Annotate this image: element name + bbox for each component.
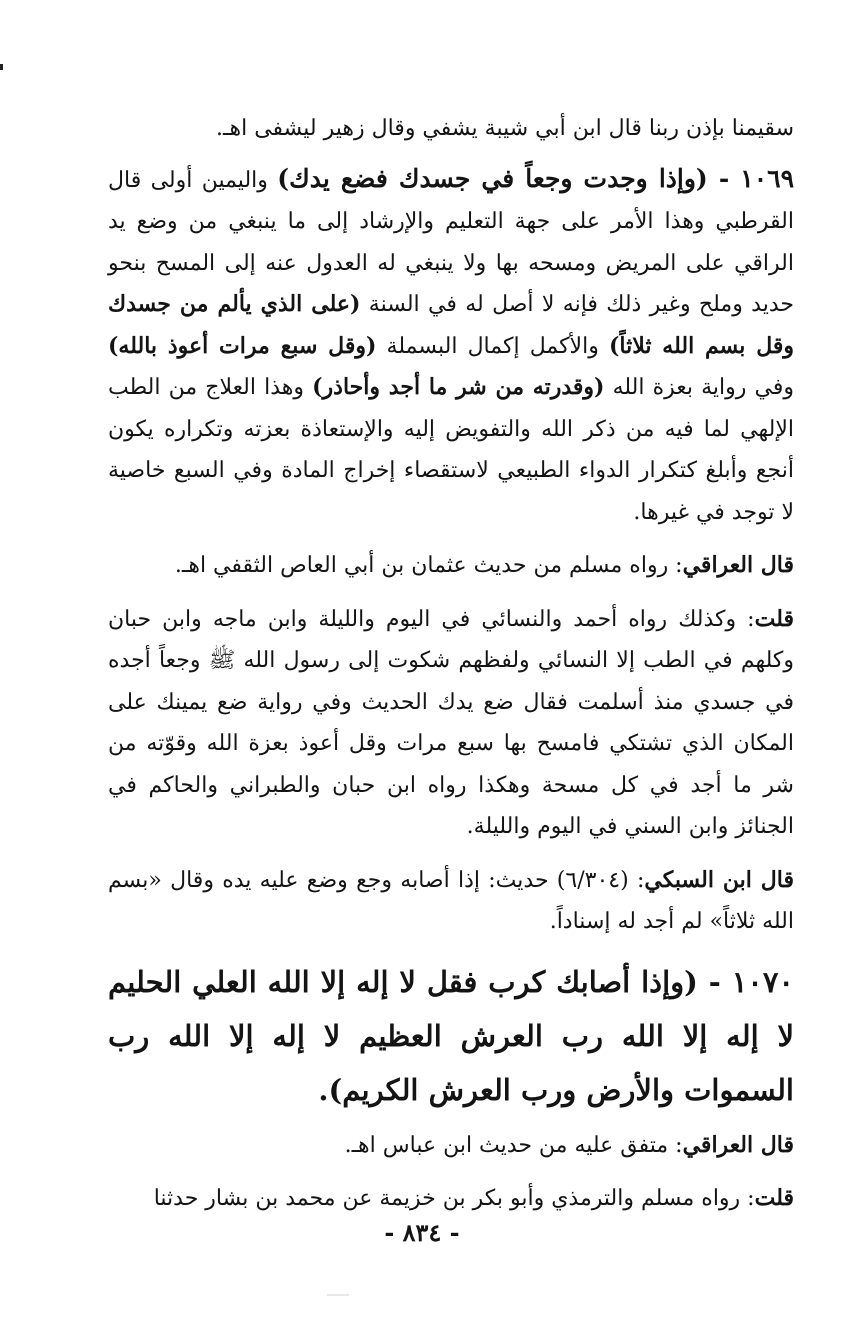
paragraph-subki	[108, 860, 794, 943]
page-number: - ٨٣٤ -	[384, 1218, 460, 1247]
speaker-label: قلت	[754, 605, 794, 632]
faint-scan-mark	[327, 1294, 349, 1296]
commentary-text-d: وهذا العلاج من الطب الإلهي لما فيه من ذكر الله والتفويض إليه والإستعاذة بعزته وتكراره يكون أنجع وأبلغ كتكرار الدواء الطبيعي لاستقصاء إخراج المادة وفي السبع خاصية لا توجد في غيرها.	[108, 375, 794, 525]
speaker-label: قال العراقي	[682, 552, 794, 578]
continuation-text: سقيمنا بإذن ربنا قال ابن أبي شيبة يشفي وقال زهير ليشفى اهـ.	[216, 116, 794, 141]
commentary-text-c: وفي رواية بعزة الله	[604, 375, 794, 400]
paragraph-qultu-1	[108, 599, 794, 848]
hadith-text-b: (على الذي يألم من جسدك وقل بسم الله ثلاثاً)	[108, 291, 795, 359]
paragraph-iraqi-1	[108, 545, 794, 587]
paragraph-text: : وكذلك رواه أحمد والنسائي في اليوم والليلة وابن ماجه وابن حبان وكلهم في الطب إلا النسائي ولفظهم شكوت إلى رسول الله ﷺ وجعاً أجده في جسدي منذ أسلمت فقال ضع يدك الحديث وفي رواية ضع يمينك على المكان الذي تشتكي فامسح بها سبع مرات وقل أعوذ بعزة الله وقوّته من شر ما أجد في كل مسحة وهكذا رواه ابن حبان والطبراني والحاكم في الجنائز وابن السني في اليوم والليلة.	[108, 606, 794, 839]
paragraph-1069	[108, 158, 794, 534]
document-body	[108, 108, 794, 1232]
commentary-text-a: واليمين أولى قال القرطبي وهذا الأمر على جهة التعليم والإرشاد إلى ما ينبغي من وضع يد الراقي على المريض ومسحه بها ولا ينبغي له العدول عنه إلى المسح بنحو حديد وملح وغير ذلك فإنه لا أصل له في السنة	[108, 167, 794, 317]
commentary-text-b: والأكمل إكمال البسملة	[376, 333, 609, 359]
paragraph-qultu-2	[108, 1178, 794, 1220]
hadith-text-c: (وقل سبع مرات أعوذ بالله)	[108, 332, 377, 359]
paragraph-text: : رواه مسلم من حديث عثمان بن أبي العاص الثقفي اهـ.	[174, 553, 683, 578]
hadith-text-d: (وقدرته من شر ما أجد وأحاذر)	[312, 374, 605, 400]
speaker-label: قال ابن السبكي	[644, 866, 794, 893]
hadith-text-1069: (وإذا وجدت وجعاً في جسدك فضع يدك)	[277, 163, 708, 193]
paragraph-iraqi-2	[108, 1125, 794, 1167]
speaker-label: قلت	[754, 1185, 794, 1211]
entry-number-1069: ١٠٦٩ -	[707, 163, 794, 193]
paragraph-continuation	[108, 108, 794, 150]
speaker-label: قال العراقي	[682, 1131, 794, 1158]
hadith-text-1070: ١٠٧٠ - (وإذا أصابك كرب فقل لا إله إلا الله العلي الحليم لا إله إلا الله رب العرش العظيم لا إله إلا الله رب السموات والأرض ورب العرش الكريم).	[108, 964, 794, 1107]
paragraph-text: : متفق عليه من حديث ابن عباس اهـ.	[344, 1132, 683, 1158]
page-edge-mark	[0, 64, 3, 70]
paragraph-text: : (٦/٣٠٤) حديث: إذا أصابه وجع وضع عليه يده وقال «بسم الله ثلاثاً» لم أجد له إسناداً.	[108, 867, 794, 934]
paragraph-text: : رواه مسلم والترمذي وأبو بكر بن خزيمة عن محمد بن بشار حدثنا	[153, 1186, 755, 1211]
paragraph-1070	[108, 955, 794, 1117]
